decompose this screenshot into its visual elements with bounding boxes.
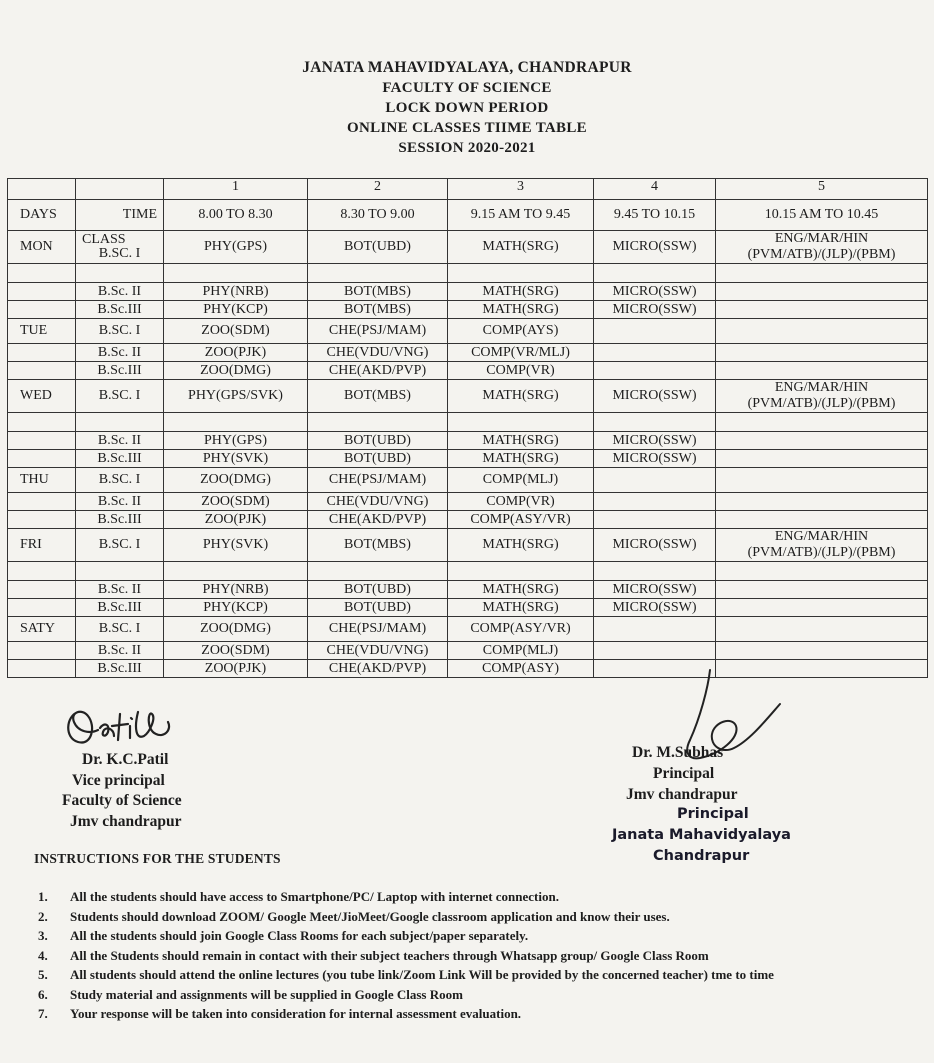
instruction-text: All the Students should remain in contact with their subject teachers through Whatsapp group/ Google Class Room [70, 947, 709, 963]
class-cell [76, 231, 164, 264]
subject-cell [594, 617, 716, 642]
subject-cell: COMP(AYS) [448, 319, 594, 344]
subject-cell: COMP(VR/MLJ) [448, 344, 594, 362]
vice-principal-role: Vice principal [72, 772, 165, 789]
document-header [0, 58, 934, 158]
subject-cell: MATH(SRG) [448, 432, 594, 450]
subject-cell [594, 511, 716, 529]
table-row [8, 450, 928, 468]
subject-cell: CHE(AKD/PVP) [308, 660, 448, 678]
subject-cell: COMP(ASY/VR) [448, 617, 594, 642]
day-cell: TUE [8, 319, 76, 344]
subject-cell: ZOO(DMG) [164, 617, 308, 642]
language-subjects: ENG/MAR/HIN [774, 380, 869, 395]
language-cell [716, 493, 928, 511]
language-subjects: ENG/MAR/HIN [774, 231, 869, 246]
table-row [8, 344, 928, 362]
day-cell [8, 581, 76, 599]
subject-cell: COMP(VR) [448, 493, 594, 511]
stamp-line-3: Chandrapur [653, 848, 750, 864]
vice-principal-place: Jmv chandrapur [70, 813, 182, 830]
language-subjects: ENG/MAR/HIN [774, 529, 869, 544]
subject-cell: PHY(NRB) [164, 283, 308, 301]
instruction-number: 1. [38, 889, 48, 904]
instruction-number: 7. [38, 1006, 48, 1021]
header-blank [8, 179, 76, 200]
instruction-item [38, 887, 918, 907]
instruction-text: All the students should have access to Smartphone/PC/ Laptop with internet connection. [70, 889, 559, 904]
class-cell: B.Sc.III [76, 301, 164, 319]
instruction-text: Students should download ZOOM/ Google Meet/JioMeet/Google classroom application and know their uses. [70, 908, 670, 924]
class-cell: B.Sc. II [76, 344, 164, 362]
subject-cell: BOT(MBS) [308, 380, 448, 413]
spacer-row [8, 413, 928, 432]
subject-cell: PHY(GPS/SVK) [164, 380, 308, 413]
table-row [8, 529, 928, 562]
spacer-cell [716, 413, 928, 432]
day-cell [8, 362, 76, 380]
instruction-item [38, 946, 918, 966]
timetable-title: ONLINE CLASSES TIIME TABLE [347, 120, 587, 136]
subject-cell: CHE(PSJ/MAM) [308, 468, 448, 493]
subject-cell: CHE(VDU/VNG) [308, 344, 448, 362]
day-cell [8, 301, 76, 319]
instruction-item [38, 985, 918, 1005]
class-cell: B.SC. I [76, 468, 164, 493]
subject-cell: MICRO(SSW) [594, 283, 716, 301]
college-name: JANATA MAHAVIDYALAYA, CHANDRAPUR [302, 59, 632, 76]
instructions-title: INSTRUCTIONS FOR THE STUDENTS [34, 851, 281, 866]
period-title: LOCK DOWN PERIOD [385, 100, 549, 116]
language-cell [716, 599, 928, 617]
spacer-row [8, 562, 928, 581]
class-cell: B.Sc.III [76, 660, 164, 678]
subject-cell: MATH(SRG) [448, 380, 594, 413]
day-cell [8, 493, 76, 511]
language-cell [716, 642, 928, 660]
instruction-item [38, 926, 918, 946]
table-row [8, 319, 928, 344]
subject-cell: MICRO(SSW) [594, 432, 716, 450]
subject-cell: CHE(AKD/PVP) [308, 511, 448, 529]
subject-cell: BOT(MBS) [308, 283, 448, 301]
class-cell: B.SC. I [76, 529, 164, 562]
time-header: TIME [76, 200, 164, 231]
subject-cell: BOT(UBD) [308, 599, 448, 617]
language-cell [716, 231, 928, 264]
table-row [8, 599, 928, 617]
language-cell [716, 283, 928, 301]
stamp-line-2: Janata Mahavidyalaya [612, 827, 791, 843]
timetable-body [8, 179, 928, 678]
subject-cell: CHE(VDU/VNG) [308, 642, 448, 660]
subject-cell: PHY(SVK) [164, 529, 308, 562]
spacer-cell [164, 413, 308, 432]
subject-cell: MICRO(SSW) [594, 450, 716, 468]
class-cell: B.Sc. II [76, 283, 164, 301]
subject-cell: BOT(UBD) [308, 231, 448, 264]
subject-cell: BOT(UBD) [308, 432, 448, 450]
spacer-cell [308, 264, 448, 283]
language-teachers: (PVM/ATB)/(JLP)/(PBM) [747, 247, 896, 262]
subject-cell: COMP(ASY/VR) [448, 511, 594, 529]
class-cell: B.Sc.III [76, 599, 164, 617]
language-cell [716, 432, 928, 450]
table-row [8, 380, 928, 413]
subject-cell: ZOO(DMG) [164, 468, 308, 493]
subject-cell: PHY(SVK) [164, 450, 308, 468]
instruction-text: Study material and assignments will be supplied in Google Class Room [70, 986, 463, 1002]
days-header: DAYS [8, 200, 76, 231]
spacer-cell [716, 562, 928, 581]
language-cell [716, 468, 928, 493]
language-teachers: (PVM/ATB)/(JLP)/(PBM) [747, 545, 896, 560]
subject-cell: PHY(GPS) [164, 432, 308, 450]
language-cell [716, 529, 928, 562]
class-cell: B.Sc.III [76, 511, 164, 529]
day-cell [8, 432, 76, 450]
subject-cell: MICRO(SSW) [594, 581, 716, 599]
subject-cell: COMP(MLJ) [448, 642, 594, 660]
class-cell: B.Sc. II [76, 642, 164, 660]
principal-role: Principal [653, 765, 715, 782]
class-cell: B.SC. I [76, 319, 164, 344]
session-label: SESSION 2020-2021 [398, 140, 536, 156]
faculty-name: FACULTY OF SCIENCE [382, 80, 552, 96]
instruction-text: Your response will be taken into consideration for internal assessment evaluation. [70, 1006, 522, 1021]
class-header-label: CLASS [82, 232, 126, 247]
day-cell [8, 511, 76, 529]
subject-cell: ZOO(SDM) [164, 319, 308, 344]
table-row [8, 231, 928, 264]
language-cell [716, 617, 928, 642]
spacer-cell [448, 562, 594, 581]
spacer-cell [76, 413, 164, 432]
instruction-item [38, 907, 918, 927]
table-row [8, 511, 928, 529]
subject-cell: MATH(SRG) [448, 581, 594, 599]
spacer-cell [8, 413, 76, 432]
stamp-line-1: Principal [677, 806, 749, 822]
subject-cell: ZOO(PJK) [164, 344, 308, 362]
day-cell [8, 599, 76, 617]
class-cell: B.Sc. II [76, 493, 164, 511]
subject-cell: MATH(SRG) [448, 529, 594, 562]
subject-cell: MATH(SRG) [448, 301, 594, 319]
subject-cell [594, 344, 716, 362]
subject-cell: MATH(SRG) [448, 231, 594, 264]
subject-cell: BOT(MBS) [308, 529, 448, 562]
table-row [8, 642, 928, 660]
subject-cell: BOT(UBD) [308, 450, 448, 468]
language-cell [716, 581, 928, 599]
subject-cell [594, 362, 716, 380]
subject-cell: ZOO(PJK) [164, 511, 308, 529]
spacer-cell [594, 264, 716, 283]
spacer-cell [594, 413, 716, 432]
day-cell: SATY [8, 617, 76, 642]
principal-name: Dr. M.Subhas [632, 744, 724, 761]
time-row [8, 200, 928, 231]
vice-principal-dept: Faculty of Science [62, 792, 182, 809]
day-cell [8, 450, 76, 468]
class-cell: B.Sc. II [76, 432, 164, 450]
instruction-item [38, 965, 918, 985]
day-cell: MON [8, 231, 76, 264]
day-cell [8, 642, 76, 660]
instruction-item [38, 1004, 918, 1024]
class-cell: B.Sc.III [76, 362, 164, 380]
instruction-number: 4. [38, 947, 48, 963]
spacer-cell [8, 264, 76, 283]
language-cell [716, 450, 928, 468]
subject-cell: COMP(VR) [448, 362, 594, 380]
spacer-cell [448, 413, 594, 432]
subject-cell: PHY(KCP) [164, 301, 308, 319]
instruction-number: 3. [38, 928, 48, 943]
spacer-cell [308, 562, 448, 581]
subject-cell: MATH(SRG) [448, 599, 594, 617]
subject-cell: BOT(UBD) [308, 581, 448, 599]
time-slot: 9.15 AM TO 9.45 [448, 200, 594, 231]
subject-cell: MICRO(SSW) [594, 599, 716, 617]
subject-cell: MICRO(SSW) [594, 380, 716, 413]
subject-cell: MATH(SRG) [448, 283, 594, 301]
spacer-cell [164, 264, 308, 283]
period-number: 4 [594, 179, 716, 200]
subject-cell: MATH(SRG) [448, 450, 594, 468]
instruction-number: 5. [38, 967, 48, 982]
class-cell: B.Sc.III [76, 450, 164, 468]
class-name: B.SC. I [98, 246, 141, 261]
spacer-cell [8, 562, 76, 581]
timetable [7, 178, 928, 678]
subject-cell: MICRO(SSW) [594, 231, 716, 264]
spacer-cell [164, 562, 308, 581]
spacer-row [8, 264, 928, 283]
table-row [8, 283, 928, 301]
language-cell [716, 301, 928, 319]
table-row [8, 617, 928, 642]
day-cell [8, 283, 76, 301]
spacer-cell [448, 264, 594, 283]
period-number: 3 [448, 179, 594, 200]
period-number: 5 [716, 179, 928, 200]
period-number: 2 [308, 179, 448, 200]
subject-cell: CHE(VDU/VNG) [308, 493, 448, 511]
class-cell: B.Sc. II [76, 581, 164, 599]
class-cell: B.SC. I [76, 380, 164, 413]
time-slot: 8.00 TO 8.30 [164, 200, 308, 231]
table-row [8, 362, 928, 380]
subject-cell: MICRO(SSW) [594, 529, 716, 562]
instruction-number: 6. [38, 986, 48, 1002]
day-cell: FRI [8, 529, 76, 562]
table-row [8, 581, 928, 599]
subject-cell [594, 642, 716, 660]
day-cell [8, 344, 76, 362]
subject-cell [594, 493, 716, 511]
language-cell [716, 319, 928, 344]
time-slot: 8.30 TO 9.00 [308, 200, 448, 231]
instruction-number: 2. [38, 908, 48, 924]
subject-cell: MICRO(SSW) [594, 301, 716, 319]
subject-cell: PHY(KCP) [164, 599, 308, 617]
instruction-text: All the students should join Google Class Rooms for each subject/paper separately. [70, 928, 529, 943]
period-number: 1 [164, 179, 308, 200]
subject-cell: BOT(MBS) [308, 301, 448, 319]
subject-cell [594, 319, 716, 344]
subject-cell: ZOO(DMG) [164, 362, 308, 380]
spacer-cell [716, 264, 928, 283]
spacer-cell [76, 562, 164, 581]
table-row [8, 301, 928, 319]
table-row [8, 468, 928, 493]
language-cell [716, 511, 928, 529]
instruction-text: All students should attend the online lectures (you tube link/Zoom Link Will be provided by the concerned teacher) tme to time [70, 967, 774, 982]
class-cell: B.SC. I [76, 617, 164, 642]
vice-principal-signature [60, 700, 190, 752]
subject-cell: CHE(AKD/PVP) [308, 362, 448, 380]
subject-cell: PHY(NRB) [164, 581, 308, 599]
period-number-row [8, 179, 928, 200]
vice-principal-name: Dr. K.C.Patil [82, 751, 169, 768]
subject-cell [594, 468, 716, 493]
day-cell: WED [8, 380, 76, 413]
subject-cell: CHE(PSJ/MAM) [308, 319, 448, 344]
language-cell [716, 380, 928, 413]
subject-cell: ZOO(SDM) [164, 493, 308, 511]
subject-cell: PHY(GPS) [164, 231, 308, 264]
spacer-cell [308, 413, 448, 432]
language-cell [716, 344, 928, 362]
language-cell [716, 362, 928, 380]
instructions-list [38, 887, 918, 1024]
spacer-cell [594, 562, 716, 581]
subject-cell: COMP(ASY) [448, 660, 594, 678]
principal-place: Jmv chandrapur [626, 786, 738, 803]
subject-cell: CHE(PSJ/MAM) [308, 617, 448, 642]
table-row [8, 493, 928, 511]
subject-cell: ZOO(PJK) [164, 660, 308, 678]
subject-cell: COMP(MLJ) [448, 468, 594, 493]
day-cell [8, 660, 76, 678]
table-row [8, 432, 928, 450]
day-cell: THU [8, 468, 76, 493]
time-slot: 9.45 TO 10.15 [594, 200, 716, 231]
spacer-cell [76, 264, 164, 283]
time-slot: 10.15 AM TO 10.45 [716, 200, 928, 231]
header-blank [76, 179, 164, 200]
subject-cell: ZOO(SDM) [164, 642, 308, 660]
language-teachers: (PVM/ATB)/(JLP)/(PBM) [747, 396, 896, 411]
